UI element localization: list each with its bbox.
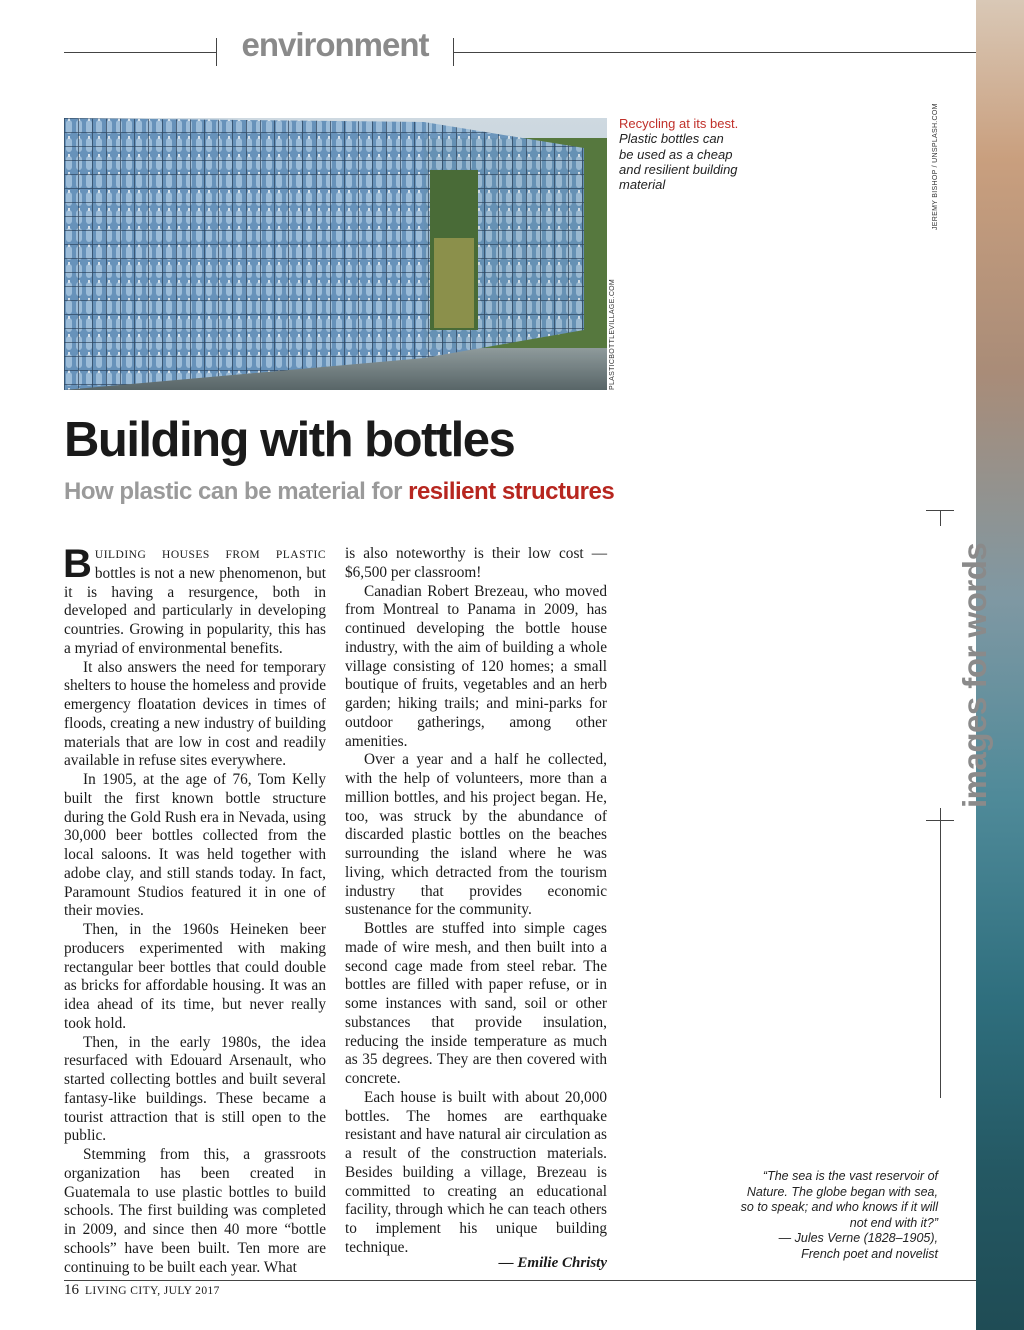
article-column-1 [63, 542, 326, 1277]
paragraph: Stemming from this, a grassroots organization has been created in Guatemala to use plastic bottles to build schools. The first building was completed in 2009, and since then 40 more “bottle schools” have been built. Ten more are continuing to be built each year. What [64, 1146, 326, 1276]
paragraph: In 1905, at the age of 76, Tom Kelly built the first known bottle structure during the Gold Rush era in Nevada, using 30,000 beer bottles collected from the local saloons. It was held together with adobe clay, and still stands today. In fact, Paramount Studios featured it in one of their movies. [64, 771, 326, 920]
paragraph: Each house is built with about 20,000 bottles. The homes are earthquake resistant and have natural air circulation as a result of the construction materials. Besides building a village, Brezeau is committed to creating an educational facility, through which he can teach others to implement his unique building technique. [345, 1088, 607, 1256]
subhead-accent: resilient structures [408, 478, 615, 505]
sidebar-vertical-label: images for words [956, 542, 993, 808]
paragraph [63, 542, 326, 659]
section-label: environment [241, 26, 429, 63]
publication-info: LIVING CITY, JULY 2017 [85, 1285, 220, 1297]
subhead-plain: How plastic can be material for [64, 478, 409, 505]
quote-attribution-detail: French poet and novelist [801, 1246, 938, 1261]
paragraph: Canadian Robert Brezeau, who moved from Montreal to Panama in 2009, has continued developing the bottle house industry, with the aim of building a whole village consisting of 120 homes; a small boutique of fruits, vegetables and an herb garden; hiking trails; and mini-parks for outdoor gatherings, among other amenities. [345, 582, 607, 750]
article-column-2 [345, 545, 607, 1258]
page-number: 16 [64, 1282, 79, 1298]
section-rule-right [454, 52, 976, 53]
article-byline: — Emilie Christy [498, 1255, 607, 1271]
footer-rule [64, 1280, 976, 1281]
side-photo-credit: JEREMY BISHOP / UNSPLASH.COM [932, 103, 939, 230]
quote-attribution: — Jules Verne (1828–1905), [778, 1231, 938, 1245]
page-footer [64, 1282, 220, 1299]
section-rule-left [64, 52, 216, 53]
section-rule-tick [216, 38, 217, 66]
article-subhead [64, 478, 614, 506]
paragraph: is also noteworthy is their low cost — $6,500 per classroom! [345, 545, 607, 581]
caption-lead: Recycling at its best. [619, 116, 739, 131]
photo-credit: PLASTICBOTTLEVILLAGE.COM [609, 278, 616, 390]
drop-cap: B [63, 542, 92, 586]
paragraph-text: bottles is not a new phenomenon, but it is having a resurgence, both in developed and particularly in developing countries. Growing in popularity, this has a myriad of environmental benefits. [64, 564, 326, 657]
paragraph: Then, in the early 1980s, the idea resurfaced with Edouard Arsenault, who started collecting bottles and built several fantasy-like buildings. These became a tourist attraction that is still open to the public. [64, 1033, 326, 1145]
sidebar-rule [940, 808, 941, 1098]
paragraph: Then, in the 1960s Heineken beer producers experimented with making rectangular beer bottles that could double as bricks for affordable housing. It was an idea ahead of its time, but never really took hold. [64, 921, 326, 1032]
paragraph: Bottles are stuffed into simple cages made of wire mesh, and then built into a second cage made from steel rebar. The bottles are filled with paper refuse, or in some instances with sand, soil or other substances that provide insulation, reducing the inside temperature as much as 35 degrees. They are then covered with concrete. [345, 920, 607, 1087]
paragraph: Over a year and a half he collected, with the help of volunteers, more than a million bottles, and his project began. He, too, was struck by the abundance of discarded plastic bottles on the beaches surrounding the island where he was living, which detracted from the tourism industry that provides economic sustenance for the community. [345, 751, 607, 919]
sidebar-rule [940, 510, 941, 526]
paragraph: It also answers the need for temporary shelters to house the homeless and provide emergency floatation devices in times of floods, creating a new industry of building materials that are low in cost and readily available in refuse sites everywhere. [64, 658, 326, 770]
photo-caption [619, 116, 739, 192]
bottle-house-photo [64, 118, 607, 390]
caption-text: Plastic bottles can be used as a cheap and resilient building material [619, 131, 738, 193]
quote-text: “The sea is the vast reservoir of Nature. The globe began with sea, so to speak; and who knows if it will not end with it?” [740, 1169, 938, 1230]
lead-smallcaps: UILDING HOUSES FROM PLASTIC [94, 549, 326, 561]
article-headline: Building with bottles [64, 413, 515, 467]
sidebar-quote [738, 1169, 938, 1262]
